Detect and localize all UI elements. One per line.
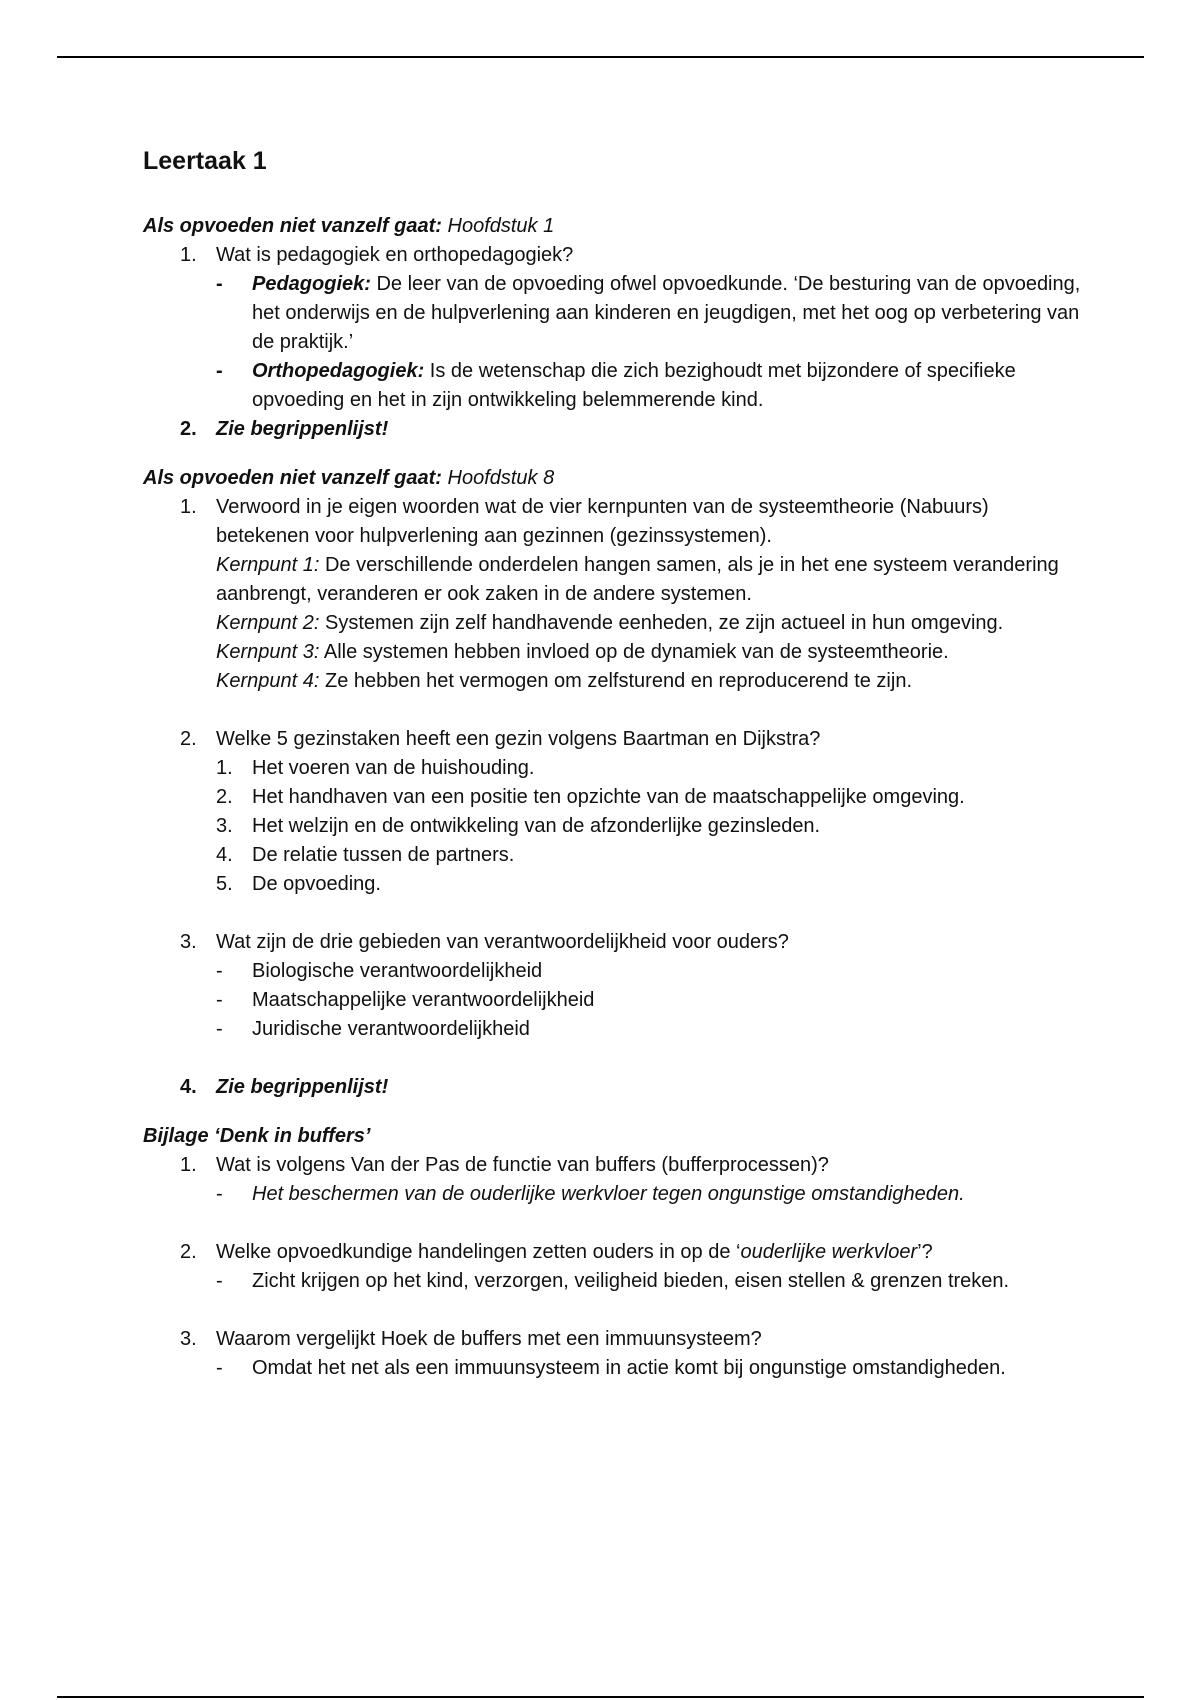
gezinstaak-1: 1. Het voeren van de huishouding. [216, 757, 535, 779]
s3-q1-answer: - Het beschermen van de ouderlijke werkvloer tegen ongunstige omstandigheden. [216, 1183, 965, 1205]
verantwoordelijkheid-2: - Maatschappelijke verantwoordelijkheid [216, 989, 595, 1011]
s2-question-2: 2. Welke 5 gezinstaken heeft een gezin volgens Baartman en Dijkstra? [180, 728, 821, 750]
s3-question-2: 2. Welke opvoedkundige handelingen zetten ouders in op de ‘ouderlijke werkvloer’? [180, 1241, 933, 1263]
verantwoordelijkheid-1: - Biologische verantwoordelijkheid [216, 960, 543, 982]
s1-q1-item-2: - Orthopedagogiek: Is de wetenschap die zich bezighoudt met bijzondere of specifieke opvoeding en het in zijn ontwikkeling belemmerende kind. [216, 360, 1016, 411]
gezinstaak-3: 3. Het welzijn en de ontwikkeling van de afzonderlijke gezinsleden. [216, 815, 821, 837]
s2-question-3: 3. Wat zijn de drie gebieden van verantwoordelijkheid voor ouders? [180, 931, 789, 953]
kernpunt-3: Kernpunt 3: Alle systemen hebben invloed op de dynamiek van de systeemtheorie. [216, 641, 949, 663]
s1-question-1: 1. Wat is pedagogiek en orthopedagogiek? [180, 244, 574, 266]
gezinstaak-4: 4. De relatie tussen de partners. [216, 844, 515, 866]
section-1-title: Als opvoeden niet vanzelf gaat: Hoofdstuk 1 [143, 215, 555, 237]
verantwoordelijkheid-3: - Juridische verantwoordelijkheid [216, 1018, 530, 1040]
s3-question-1: 1. Wat is volgens Van der Pas de functie van buffers (bufferprocessen)? [180, 1154, 829, 1176]
document-page [143, 145, 1083, 1383]
s2-question-1: 1. Verwoord in je eigen woorden wat de vier kernpunten van de systeemtheorie (Nabuurs) betekenen voor hulpverlening aan gezinnen (gezinssystemen). [180, 496, 989, 547]
kernpunt-1: Kernpunt 1: De verschillende onderdelen hangen samen, als je in het ene systeem verandering aanbrengt, veranderen er ook zaken in de andere systemen. [216, 554, 1059, 605]
kernpunt-2: Kernpunt 2: Systemen zijn zelf handhavende eenheden, ze zijn actueel in hun omgeving. [216, 612, 1004, 634]
s1-question-2: 2. Zie begrippenlijst! [180, 418, 389, 440]
gezinstaak-5: 5. De opvoeding. [216, 873, 381, 895]
footer-rule [57, 1696, 1144, 1698]
s1-q1-item-1: - Pedagogiek: De leer van de opvoeding ofwel opvoedkunde. ‘De besturing van de opvoeding, het onderwijs en de hulpverlening aan kinderen en jeugdigen, met het oog op verbetering van de praktijk.’ [216, 273, 1081, 353]
section-2-title: Als opvoeden niet vanzelf gaat: Hoofdstuk 8 [143, 467, 555, 489]
document-title: Leertaak 1 [143, 147, 267, 175]
s2-question-4: 4. Zie begrippenlijst! [180, 1076, 389, 1098]
section-3-title: Bijlage ‘Denk in buffers’ [143, 1125, 371, 1147]
gezinstaak-2: 2. Het handhaven van een positie ten opzichte van de maatschappelijke omgeving. [216, 786, 965, 808]
kernpunt-4: Kernpunt 4: Ze hebben het vermogen om zelfsturend en reproducerend te zijn. [216, 670, 912, 692]
s3-question-3: 3. Waarom vergelijkt Hoek de buffers met een immuunsysteem? [180, 1328, 762, 1350]
header-rule [57, 56, 1144, 58]
s3-q2-answer: - Zicht krijgen op het kind, verzorgen, veiligheid bieden, eisen stellen & grenzen treken. [216, 1270, 1010, 1292]
s3-q3-answer: - Omdat het net als een immuunsysteem in actie komt bij ongunstige omstandigheden. [216, 1357, 1006, 1379]
